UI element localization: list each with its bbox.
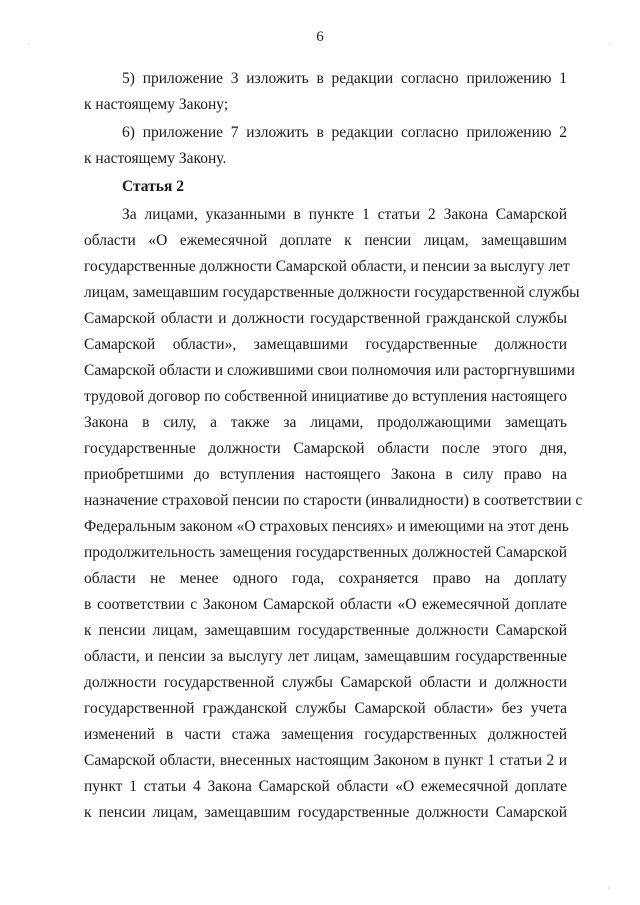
- text-line: изменений в части стажа замещения государственных должностей: [84, 726, 567, 743]
- text-line: Самарской области и должности государственной гражданской службы: [84, 310, 567, 327]
- text-line: Закона в силу, а также за лицами, продолжающими замещать: [84, 414, 567, 431]
- text-line: Федеральным законом «О страховых пенсиях» и имеющими на этот день: [84, 518, 569, 535]
- text-line: к пенсии лицам, замещавшим государственные должности Самарской: [84, 804, 567, 821]
- list-item: [84, 120, 567, 172]
- scan-mark: ·: [608, 40, 611, 49]
- text-line: к пенсии лицам, замещавшим государственные должности Самарской: [84, 622, 567, 639]
- text-line: Самарской области, внесенных настоящим Законом в пункт 1 статьи 2 и: [84, 752, 567, 769]
- scan-mark: ·: [27, 40, 30, 49]
- scan-mark: ·: [607, 884, 610, 893]
- text-line: лицам, замещавшим государственные должности государственной службы: [84, 284, 580, 301]
- text-line: трудовой договор по собственной инициативе до вступления настоящего: [84, 388, 567, 405]
- text-line: к настоящему Закону.: [84, 150, 227, 167]
- text-line: назначение страховой пенсии по старости (инвалидности) в соответствии с: [84, 492, 583, 509]
- text-line: 6) приложение 7 изложить в редакции согласно приложению 2: [122, 124, 567, 141]
- text-line: государственные должности Самарской области, и пенсии за выслугу лет: [84, 258, 570, 275]
- text-line: Самарской области», замещавшими государственные должности: [84, 336, 567, 353]
- text-line: должности государственной службы Самарской области и должности: [84, 674, 567, 691]
- document-body: [84, 66, 583, 826]
- text-line: За лицами, указанными в пункте 1 статьи 2 Закона Самарской: [122, 206, 567, 223]
- text-line: области «О ежемесячной доплате к пенсии лицам, замещавшим: [84, 232, 567, 249]
- text-line: 5) приложение 3 изложить в редакции согласно приложению 1: [122, 70, 567, 87]
- text-line: области не менее одного года, сохраняется право на доплату: [84, 570, 567, 587]
- page-number: 6: [316, 29, 324, 45]
- text-line: государственные должности Самарской области после этого дня,: [84, 440, 567, 457]
- text-line: государственной гражданской службы Самарской области» без учета: [84, 700, 567, 717]
- text-line: к настоящему Закону;: [84, 96, 229, 113]
- text-line: в соответствии с Законом Самарской области «О ежемесячной доплате: [84, 596, 567, 613]
- article-paragraph: [84, 202, 583, 826]
- list-item: [84, 66, 567, 118]
- article-heading: Статья 2: [122, 178, 184, 195]
- text-line: продолжительность замещения государственных должностей Самарской: [84, 544, 567, 561]
- text-line: приобретшими до вступления настоящего Закона в силу право на: [84, 466, 567, 483]
- text-line: пункт 1 статьи 4 Закона Самарской области «О ежемесячной доплате: [84, 778, 567, 795]
- text-line: Самарской области и сложившими свои полномочия или расторгнувшими: [84, 362, 575, 379]
- text-line: области, и пенсии за выслугу лет лицам, замещавшим государственные: [84, 648, 567, 665]
